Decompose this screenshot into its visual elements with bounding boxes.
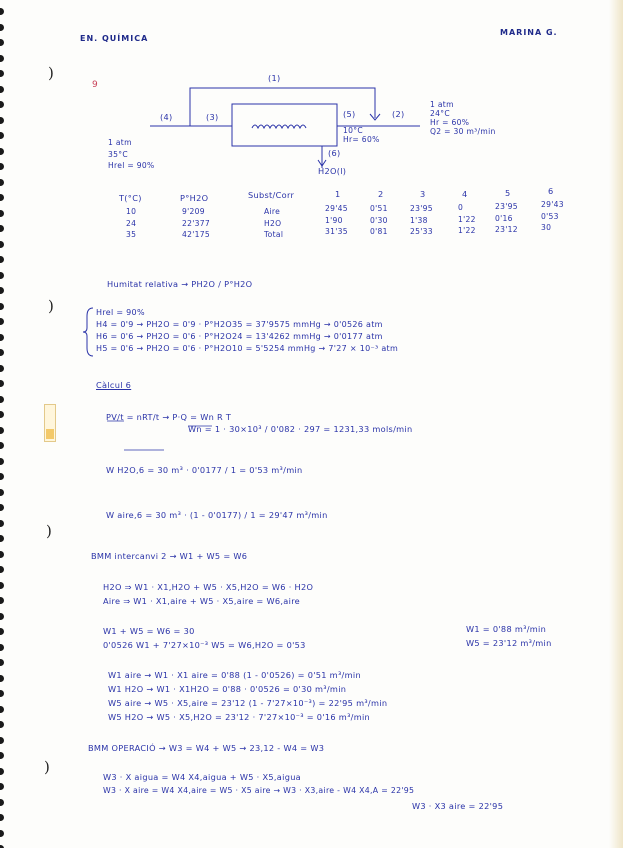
result-2: W1 H2O → W1 · X1H2O = 0'88 · 0'0526 = 0'30 m³/min <box>108 684 347 694</box>
binder-hole <box>0 349 4 356</box>
ideal-gas-eq: PV/t = nRT/t → P·Q = Wn R T <box>106 412 232 422</box>
table-header: 3 <box>420 189 426 199</box>
table-header: Subst/Corr <box>248 190 295 200</box>
binder-hole <box>0 473 4 480</box>
table-col-p: 9'209 22'377 42'175 <box>182 207 211 239</box>
stream-label: (6) <box>328 148 341 158</box>
bracket-mark: ) <box>48 64 54 82</box>
binder-hole <box>0 272 4 279</box>
binder-hole <box>0 737 4 744</box>
binder-hole <box>0 303 4 310</box>
binder-hole <box>0 225 4 232</box>
stream-label: (3) <box>206 112 219 122</box>
binder-hole <box>0 334 4 341</box>
humidity-definition: Humitat relativa → PH2O / P°H2O <box>107 279 253 289</box>
result-4: W5 H2O → W5 · X5,H2O = 23'12 · 7'27×10⁻³ = 0'16 m³/min <box>108 712 371 722</box>
humidity-equations: Hrel = 90% H4 = 0'9 → PH2O = 0'9 · P°H2O35 = 37'9575 mmHg → 0'0526 atm H6 = 0'6 → PH2O = 0'6 · P°H2O24 = 13'4262 mmHg → 0'0177 atm H5 = 0'6 → PH2O = 0'6 · P°H2O10 = 5'5254 mmHg → 7'27 × 10⁻³ atm <box>96 308 399 353</box>
op-eq-1: W3 · X aigua = W4 X4,aigua + W5 · X5,aigua <box>103 772 302 782</box>
binder-hole <box>0 783 4 790</box>
stream-label: (4) <box>160 112 173 122</box>
binder-hole <box>0 489 4 496</box>
table-header: 5 <box>505 188 511 198</box>
table-col-2: 0'51 0'30 0'81 <box>370 204 388 236</box>
result-3: W5 aire → W5 · X5,aire = 23'12 (1 - 7'27×10⁻³) = 22'95 m³/min <box>108 698 388 708</box>
exchanger-conditions: 10°C Hr= 60% <box>343 126 380 144</box>
binder-hole <box>0 690 4 697</box>
binder-hole <box>0 504 4 511</box>
binder-hole <box>0 535 4 542</box>
table-header: 2 <box>378 189 384 199</box>
result-1: W1 aire → W1 · X1 aire = 0'88 (1 - 0'0526) = 0'51 m³/min <box>108 670 361 680</box>
binder-hole <box>0 706 4 713</box>
binder-hole <box>0 814 4 821</box>
bracket-mark: ) <box>48 297 54 315</box>
table-header: T(°C) <box>119 193 142 203</box>
solution-1: W1 = 0'88 m³/min <box>466 624 547 634</box>
table-col-4: 0 1'22 1'22 <box>458 203 476 235</box>
binder-hole <box>0 396 4 403</box>
op-eq-2: W3 · X aire = W4 X4,aire = W5 · X5 aire → W3 · X3,aire - W4 X4,A = 22'95 <box>103 786 415 795</box>
binder-hole <box>0 380 4 387</box>
binder-hole <box>0 830 4 837</box>
table-header: 6 <box>548 186 554 196</box>
binder-hole <box>0 458 4 465</box>
binder-hole <box>0 768 4 775</box>
header-author: MARINA G. <box>500 28 558 37</box>
binder-hole <box>0 597 4 604</box>
binder-hole <box>0 659 4 666</box>
air-flow-6: W aire,6 = 30 m³ · (1 - 0'0177) / 1 = 29'47 m³/min <box>106 510 328 520</box>
binder-hole <box>0 582 4 589</box>
stream-label: (2) <box>392 109 405 119</box>
binder-hole <box>0 318 4 325</box>
binder-hole <box>0 427 4 434</box>
op-eq-3: W3 · X3 aire = 22'95 <box>412 801 504 811</box>
problem-number: 9 <box>92 80 99 90</box>
table-col-t: 10 24 35 <box>126 207 137 239</box>
binder-hole <box>0 752 4 759</box>
table-col-5: 23'95 0'16 23'12 <box>495 202 518 234</box>
bmm-h2o: H2O ⇒ W1 · X1,H2O + W5 · X5,H2O = W6 · H2O <box>103 582 314 592</box>
water-flow-6: W H2O,6 = 30 m³ · 0'0177 / 1 = 0'53 m³/min <box>106 465 303 475</box>
binder-hole <box>0 628 4 635</box>
molar-flow-eq: Wn = 1 · 30×10³ / 0'082 · 297 = 1231,33 mols/min <box>188 424 413 434</box>
binder-hole <box>0 442 4 449</box>
solution-2: W5 = 23'12 m³/min <box>466 638 552 648</box>
binder-hole <box>0 613 4 620</box>
bmm-aire: Aire ⇒ W1 · X1,aire + W5 · X5,aire = W6,aire <box>103 596 301 606</box>
outlet-conditions: 1 atm 24°C Hr = 60% Q2 = 30 m³/min <box>430 100 496 136</box>
binder-hole <box>0 644 4 651</box>
water-out-label: H2O(l) <box>318 166 347 176</box>
binder-hole <box>0 287 4 294</box>
process-diagram <box>0 0 623 200</box>
bracket-mark: ) <box>44 758 50 776</box>
system-eq-2: 0'0526 W1 + 7'27×10⁻³ W5 = W6,H2O = 0'53 <box>103 640 306 650</box>
page-sticker <box>44 404 56 442</box>
binder-hole <box>0 241 4 248</box>
system-eq-1: W1 + W5 = W6 = 30 <box>103 626 195 636</box>
bracket-mark: ) <box>46 522 52 540</box>
calc-title: Càlcul 6 <box>96 380 132 390</box>
binder-hole <box>0 411 4 418</box>
op-title: BMM OPERACIÓ → W3 = W4 + W5 → 23,12 - W4 = W3 <box>88 743 325 753</box>
table-header: P°H2O <box>180 193 209 203</box>
binder-hole <box>0 365 4 372</box>
coil <box>252 125 306 128</box>
binder-hole <box>0 675 4 682</box>
table-col-6: 29'43 0'53 30 <box>541 200 564 232</box>
table-col-subst: Aire H2O Total <box>264 207 284 239</box>
bmm-title: BMM intercanvi 2 → W1 + W5 = W6 <box>91 551 248 561</box>
binder-hole <box>0 799 4 806</box>
binder-hole <box>0 721 4 728</box>
table-header: 1 <box>335 189 341 199</box>
binder-hole <box>0 566 4 573</box>
inlet-conditions: 1 atm 35°C Hrel = 90% <box>108 138 155 170</box>
header-subject: EN. QUÍMICA <box>80 34 149 43</box>
table-col-1: 29'45 1'90 31'35 <box>325 204 348 236</box>
binder-hole <box>0 520 4 527</box>
stream-label: (5) <box>343 109 356 119</box>
binder-hole <box>0 256 4 263</box>
binder-hole <box>0 210 4 217</box>
binder-hole <box>0 551 4 558</box>
table-col-3: 23'95 1'38 25'33 <box>410 204 433 236</box>
stream-label: (1) <box>268 73 281 83</box>
table-header: 4 <box>462 189 468 199</box>
